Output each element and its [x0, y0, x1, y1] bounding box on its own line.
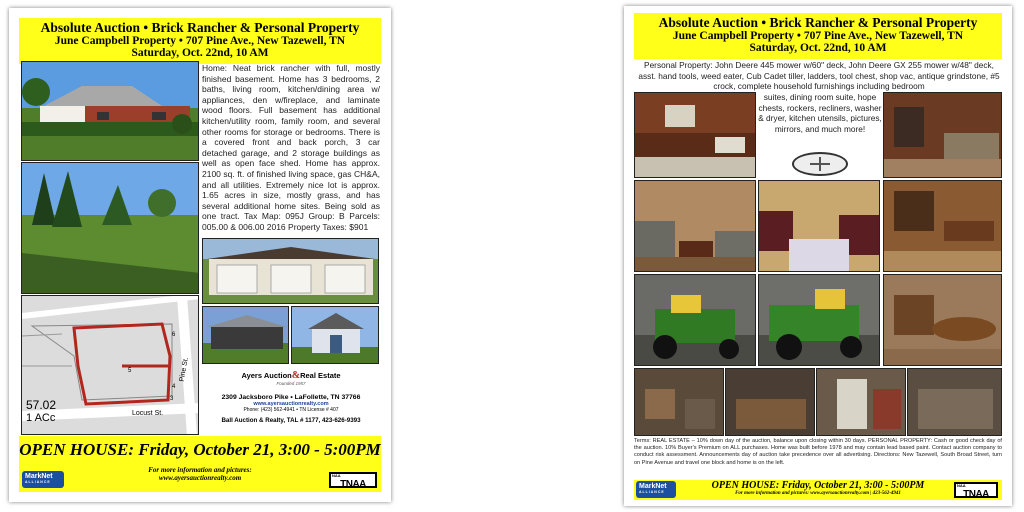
open-house-text: OPEN HOUSE: Friday, October 21, 3:00 - 5:00PM	[19, 440, 381, 459]
header-property: June Campbell Property • 707 Pine Ave., New Tazewell, TN	[672, 30, 964, 43]
storage-building-photo	[291, 306, 379, 364]
header-property: June Campbell Property • 707 Pine Ave., New Tazewell, TN	[54, 35, 346, 48]
partner-auctioneer: Ball Auction & Realty, TAL # 1177, 423-626-9393	[221, 417, 361, 424]
dining-room-photo	[883, 180, 1002, 272]
auctioneer-block	[202, 366, 380, 434]
auctioneer-phone: Phone: (423) 562-4941 • TN License # 407	[243, 407, 339, 413]
flyer-page-back	[624, 6, 1012, 506]
mower-photo-2	[758, 274, 880, 366]
info-line: For more information and pictures: www.ayersauctionrealty.com | 423-562-4941	[735, 491, 901, 496]
flyer-header	[19, 18, 381, 64]
mower-photo-1	[634, 274, 756, 366]
street-label-locust: Locust St.	[132, 410, 164, 417]
auctioneer-website[interactable]: www.ayersauctionrealty.com	[253, 401, 329, 407]
garage-tools-photo	[634, 368, 724, 436]
kitchen-photo	[634, 92, 756, 178]
house-photo	[21, 61, 199, 161]
lot-label: 3	[170, 396, 174, 402]
marknet-logo: MarkNet ALLIANCE	[22, 471, 64, 488]
open-house-banner	[19, 436, 381, 492]
yard-photo	[21, 162, 199, 294]
lot-label: 5	[128, 368, 132, 374]
acres-label: 1 ACc	[26, 412, 56, 424]
header-title: Absolute Auction • Brick Rancher & Personal Property	[40, 20, 360, 35]
bedroom-dining-photo	[883, 274, 1002, 366]
shelving-photo	[816, 368, 906, 436]
marknet-logo: MarkNet ALLIANCE	[636, 481, 676, 498]
founded-tagline: Founded 1957	[276, 381, 306, 386]
property-description: Home: Neat brick rancher with full, mostly finished basement. Home has 3 bedrooms, 2 baths, living room, kitchen/dining area w/ appliances, den w/fireplace, and laminate wood floors. Full basement has additional kitchen/utility room, family room, and several other rooms for storage or bedrooms. There is a covered front and back porch, 3 car detached garage, and 2 storage buildings as well as open face shed. Home has approx. 2100 sq. ft. of finished living space, gas CH&A, and all utilities. Extremely nice lot is approx. 1.65 acres in size, mostly grass, and has several additional home sites. Being sold as one tract. Tax Map: 095J Group: B Parcels: 005.00 & 006.00 2016 Property Taxes: $901	[202, 63, 380, 232]
open-shed-photo	[202, 306, 289, 364]
open-house-banner	[634, 480, 1002, 500]
parcel-id-label: 57.02	[26, 398, 57, 412]
personal-property-list: Personal Property: John Deere 445 mower w/60" deck, John Deere GX 255 mower w/48" deck, asst. hand tools, weed eater, Cub Cadet tiller, ladders, tool chest, shop vac, antique grindstone, #5 crock, complete household furnishings including bedroom	[638, 60, 1000, 91]
header-title: Absolute Auction • Brick Rancher & Personal Property	[658, 15, 978, 30]
shop-items-photo	[725, 368, 815, 436]
header-date: Saturday, Oct. 22nd, 10 AM	[131, 47, 269, 60]
basement-storage-photo	[907, 368, 1002, 436]
personal-property-list-cont: suites, dining room suite, hope chests, rockers, recliners, washer & dryer, kitchen utensils, pictures, mirrors, and much more!	[758, 92, 882, 134]
terms-and-directions: Terms: REAL ESTATE – 10% down day of the auction, balance upon closing within 30 days. PERSONAL PROPERTY: Cash or good check day of the auction. 10% Buyer's Premium on ALL purchases. Home was built before 1978 and may contain lead based paint. Contact auction company to conduct risk assessment. Announcements day of auction take precedence over all advertising. Directions: New Tazewell, South Broad Street, turn on Pine Avenue and travel one block and home is on the left.	[634, 438, 1002, 466]
auctioneer-emblem	[792, 152, 848, 176]
auctioneer-address: 2309 Jacksboro Pike • LaFollette, TN 37766	[221, 394, 361, 401]
lot-label: 4	[172, 384, 176, 390]
living-room-photo	[634, 180, 756, 272]
plat-map	[21, 295, 199, 435]
flyer-header	[634, 13, 1002, 59]
info-line: For more information and pictures:	[148, 466, 252, 474]
tnaa-logo: NAA TNAA	[329, 472, 377, 488]
tnaa-logo: NAA TNAA	[954, 482, 998, 498]
flyer-page-front	[9, 8, 391, 502]
info-website[interactable]: www.ayersauctionrealty.com	[158, 474, 242, 482]
auctioneer-logo: Ayers Auction&Real Estate	[241, 370, 341, 381]
garage-photo	[202, 238, 379, 304]
open-house-text: OPEN HOUSE: Friday, October 21, 3:00 - 5:00PM	[711, 480, 925, 491]
header-date: Saturday, Oct. 22nd, 10 AM	[749, 42, 887, 55]
den-photo	[883, 92, 1002, 178]
street-label-pine: Pine St.	[178, 356, 190, 383]
lot-label: 6	[172, 332, 176, 338]
family-room-photo	[758, 180, 880, 272]
